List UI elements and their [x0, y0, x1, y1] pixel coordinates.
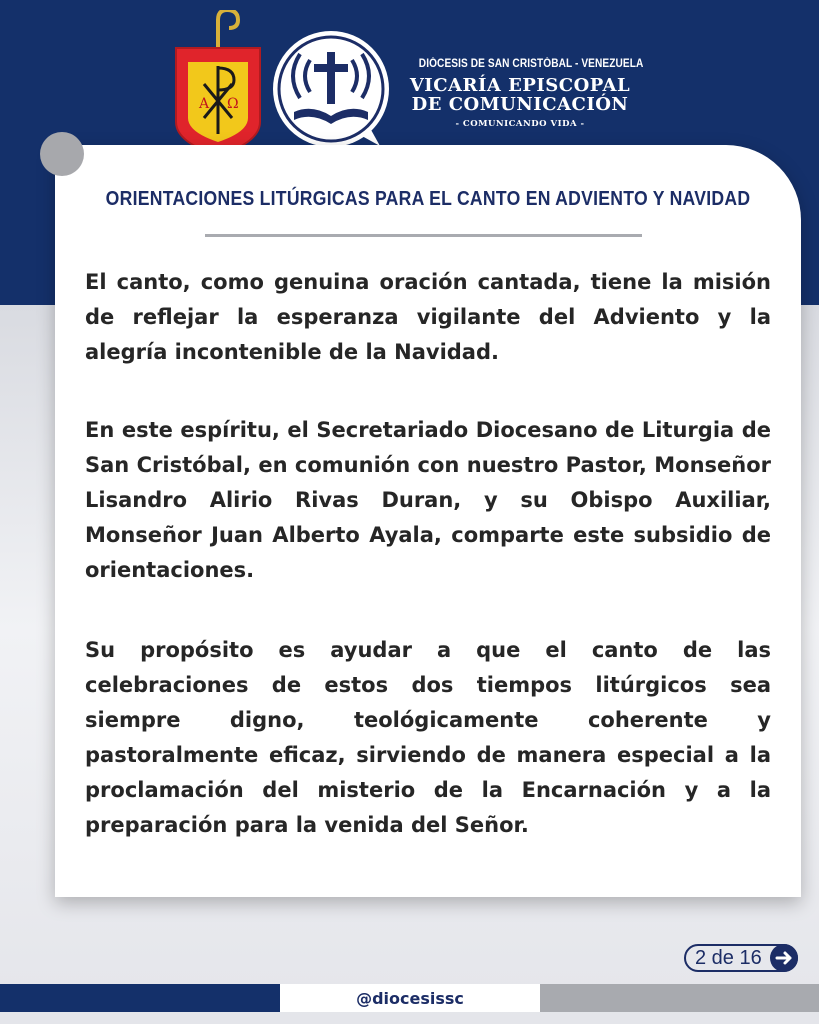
arrow-right-icon[interactable] [769, 943, 799, 973]
card-title: ORIENTACIONES LITÚRGICAS PARA EL CANTO EN ADVIENTO Y NAVIDAD [105, 188, 751, 210]
paragraph-context: En este espíritu, el Secretariado Diocesano de Liturgia de San Cristóbal, en comunión con nuestro Pastor, Monseñor Lisandro Alirio Rivas Duran, y su Obispo Auxiliar, Monseñor Juan Alberto Ayala, comparte este subsidio de orientaciones. [85, 418, 771, 582]
social-handle[interactable]: @diocesissc [356, 988, 464, 1008]
seal-omega: Ω [227, 96, 239, 112]
title-divider [205, 234, 642, 237]
vicariate-tagline: - COMUNICANDO VIDA - [455, 119, 585, 129]
vicariate-name-line2: DE COMUNICACIÓN [411, 94, 629, 115]
diocese-name: DIÓCESIS DE SAN CRISTÓBAL - VENEZUELA [418, 58, 644, 70]
vicariate-branding [405, 58, 644, 129]
paragraph-intro: El canto, como genuina oración cantada, tiene la misión de reflejar la esperanza vigilante del Adviento y la alegría incontenible de la Navidad. [85, 270, 771, 364]
communication-logo [270, 28, 392, 150]
footer-handle-box [280, 984, 540, 1012]
decorative-dot [40, 132, 84, 176]
footer-navy-segment [0, 984, 280, 1012]
paragraph-purpose: Su propósito es ayudar a que el canto de las celebraciones de estos dos tiempos litúrgicos sea siempre digno, teológicamente coherente y pastoralmente eficaz, sirviendo de manera especial a la proclamación del misterio de la Encarnación y a la preparación para la venida del Señor. [85, 638, 771, 837]
footer-bar [0, 984, 819, 1012]
vicariate-name-line1: VICARÍA EPISCOPAL [409, 75, 631, 96]
seal-alpha: Α [199, 96, 210, 112]
footer-grey-segment [540, 984, 819, 1012]
content-card [55, 145, 801, 897]
diocese-seal-logo [172, 10, 264, 158]
page-counter: 2 de 16 [695, 946, 762, 969]
page-indicator[interactable] [684, 944, 798, 972]
